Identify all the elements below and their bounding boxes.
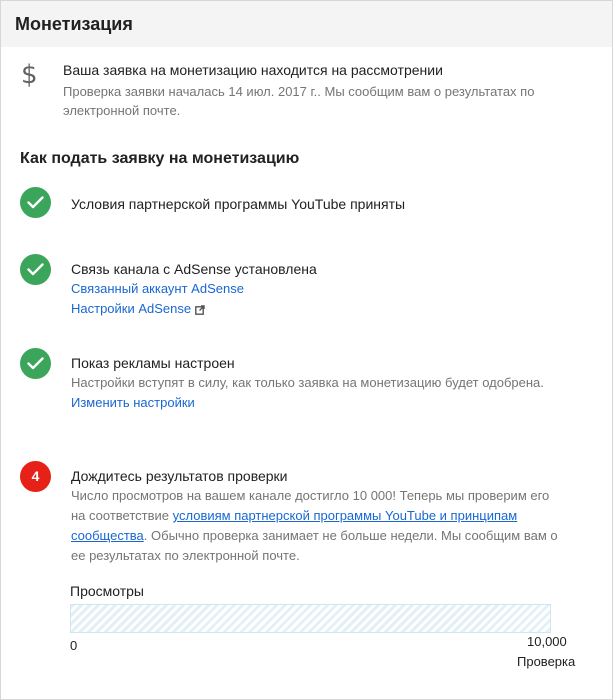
checkmark-icon <box>27 262 44 277</box>
step-3-title: Показ рекламы настроен <box>71 355 235 371</box>
views-label: Просмотры <box>70 583 144 599</box>
external-link-icon <box>195 305 205 315</box>
step-number: 4 <box>31 468 40 484</box>
page-title: Монетизация <box>15 14 133 34</box>
change-settings-link[interactable]: Изменить настройки <box>71 395 195 410</box>
step-4-title: Дождитесь результатов проверки <box>71 468 288 484</box>
status-title: Ваша заявка на монетизацию находится на рассмотрении <box>63 62 443 78</box>
progress-caption: Проверка <box>517 654 576 669</box>
checkmark-icon <box>27 356 44 371</box>
adsense-settings-link[interactable]: Настройки AdSense <box>71 299 205 319</box>
step-4-text: Число просмотров на вашем канале достигло 10 000! Теперь мы проверим его на соответствие условиям партнерской программы YouTube и принципам сообщества. Обычно проверка занимает не больше недели. Мы сообщим вам о ее результатах по электронной почте. <box>71 488 558 563</box>
views-progress-bar <box>70 604 551 633</box>
views-progress-fill <box>71 605 550 632</box>
step-1-title: Условия партнерской программы YouTube приняты <box>71 196 406 212</box>
step-4-status <box>20 461 51 492</box>
status-description: Проверка заявки началась 14 июл. 2017 г.. Мы сообщим вам о результатах по электронной почте. <box>63 84 535 118</box>
dollar-icon: $ <box>21 60 38 90</box>
step-3-text: Настройки вступят в силу, как только заявка на монетизацию будет одобрена. <box>71 375 544 390</box>
progress-min-label: 0 <box>70 638 78 653</box>
partner-program-policies-link[interactable]: условиям партнерской программы YouTube и принципам сообщества <box>71 508 518 543</box>
page-header <box>1 1 612 47</box>
step-2-title: Связь канала с AdSense установлена <box>71 261 317 277</box>
linked-adsense-account-link[interactable]: Связанный аккаунт AdSense <box>71 281 244 296</box>
checkmark-icon <box>27 195 44 210</box>
progress-max-label: 10,000 <box>527 634 567 649</box>
step-1-status <box>20 187 51 218</box>
step-2-status <box>20 254 51 285</box>
step-3-status <box>20 348 51 379</box>
section-heading: Как подать заявку на монетизацию <box>20 150 300 167</box>
